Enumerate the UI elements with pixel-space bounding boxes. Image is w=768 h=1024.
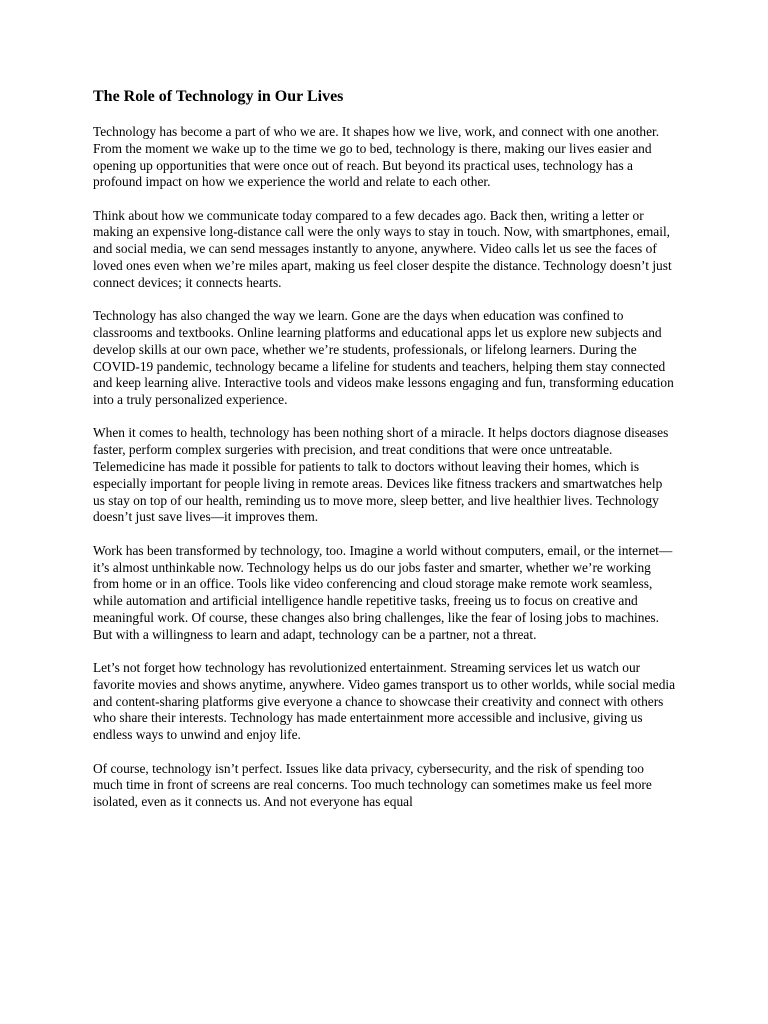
paragraph-learning: Technology has also changed the way we learn. Gone are the days when education was confined to classrooms and textbooks. Online learning platforms and educational apps let us explore new subjects and develop skills at our own pace, whether we’re students, professionals, or lifelong learners. During the COVID-19 pandemic, technology became a lifeline for students and teachers, helping them stay connected and keep learning alive. Interactive tools and videos make lessons engaging and fun, transforming education into a truly personalized experience. xyxy=(93,308,674,408)
document-title: The Role of Technology in Our Lives xyxy=(93,88,344,105)
paragraph-communication: Think about how we communicate today compared to a few decades ago. Back then, writing a letter or making an expensive long-distance call were the only ways to stay in touch. Now, with smartphones, email, and social media, we can send messages instantly to anyone, anywhere. Video calls let us see the faces of loved ones even when we’re miles apart, making us feel closer despite the distance. Technology doesn’t just connect devices; it connects hearts. xyxy=(93,207,672,290)
paragraph-work: Work has been transformed by technology, too. Imagine a world without computers, email, or the internet—it’s almost unthinkable now. Technology helps us do our jobs faster and smarter, whether we’re working from home or in an office. Tools like video conferencing and cloud storage make remote work seamless, while automation and artificial intelligence handle repetitive tasks, freeing us to focus on creative and meaningful work. Of course, these changes also bring challenges, like the fear of losing jobs to machines. But with a willingness to learn and adapt, technology can be a partner, not a threat. xyxy=(93,542,673,642)
paragraph-health: When it comes to health, technology has been nothing short of a miracle. It helps doctors diagnose diseases faster, perform complex surgeries with precision, and treat conditions that were once untreatable. Telemedicine has made it possible for patients to talk to doctors without leaving their homes, which is especially important for people living in remote areas. Devices like fitness trackers and smartwatches help us stay on top of our health, reminding us to move more, sleep better, and live healthier lives. Technology doesn’t just save lives—it improves them. xyxy=(93,425,669,525)
document-body xyxy=(93,86,677,827)
paragraph-concerns: Of course, technology isn’t perfect. Issues like data privacy, cybersecurity, and the risk of spending too much time in front of screens are real concerns. Too much technology can sometimes make us feel more isolated, even as it connects us. And not everyone has equal xyxy=(93,760,652,810)
paragraph-entertainment: Let’s not forget how technology has revolutionized entertainment. Streaming services let us watch our favorite movies and shows anytime, anywhere. Video games transport us to other worlds, while social media and content-sharing platforms give everyone a chance to showcase their creativity and connect with others who share their interests. Technology has made entertainment more accessible and inclusive, giving us endless ways to unwind and enjoy life. xyxy=(93,660,676,743)
paragraph-communication-intro: Technology has become a part of who we are. It shapes how we live, work, and connect with one another. From the moment we wake up to the time we go to bed, technology is there, making our lives easier and opening up opportunities that were once out of reach. But beyond its practical uses, technology has a profound impact on how we experience the world and relate to each other. xyxy=(93,124,660,190)
